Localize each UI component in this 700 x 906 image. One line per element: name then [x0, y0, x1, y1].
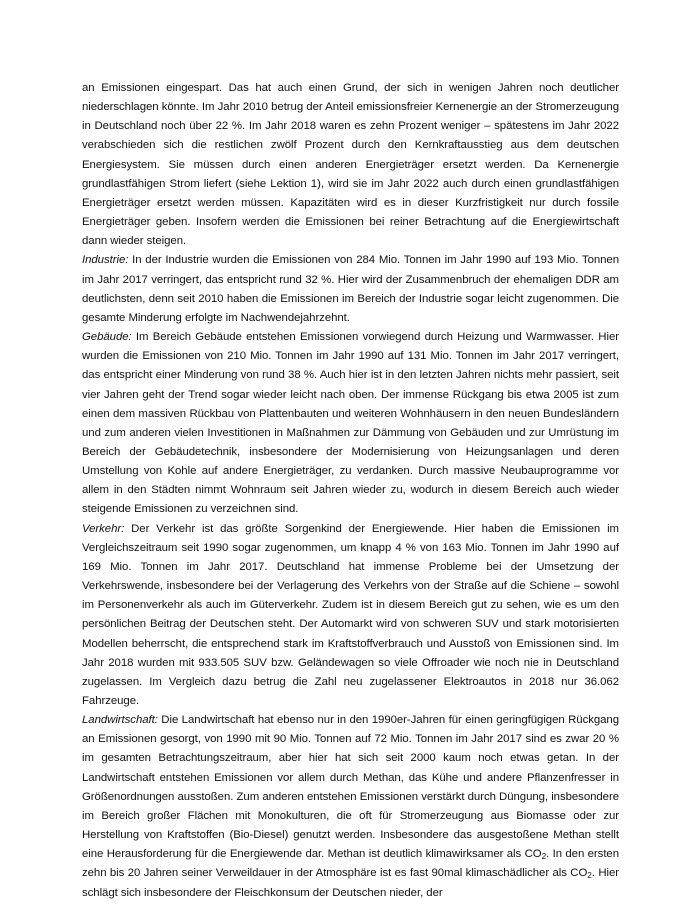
industrie-text: In der Industrie wurden die Emissionen von 284 Mio. Tonnen im Jahr 1990 auf 193 Mio. Tonnen im Jahr 2017 verringert, das entspricht rund 32 %. Hier wird der Zusammenbruch der ehemaligen DDR am deutlichsten, denn seit 2010 haben die Emissionen im Bereich der Industrie sogar leicht zugenommen. Die gesamte Minderung erfolgte im Nachwendejahrzehnt.	[82, 254, 619, 324]
co2-subscript-2: 2	[587, 871, 592, 881]
intro-text: an Emissionen eingespart. Das hat auch einen Grund, der sich in wenigen Jahren noch deutlicher niederschlagen könnte. Im Jahr 2010 betrug der Anteil emissionsfreier Kernenergie an der Stromerzeugung in Deutschland noch über 22 %. Im Jahr 2018 waren es zehn Prozent weniger – spätestens im Jahr 2022 verabschieden sich die restlichen zwölf Prozent durch den Kernkraftausstieg aus dem deutschen Energiesystem. Sie müssen durch einen anderen Energieträger ersetzt werden. Da Kernenergie grundlastfähigen Strom liefert (siehe Lektion 1), wird sie im Jahr 2022 auch durch einen grundlastfähigen Energieträger ersetzt werden müssen. Kapazitäten wird es in dieser Kurzfristigkeit nur durch fossile Energieträger geben. Insofern werden die Emissionen bei reiner Betrachtung auf die Energiewirtschaft dann wieder steigen.	[82, 82, 619, 248]
landwirtschaft-text-3: . Hier schlägt sich insbesondere der Fleischkonsum der Deutschen nieder, der	[82, 867, 619, 899]
gebaeude-text: Im Bereich Gebäude entstehen Emissionen vorwiegend durch Heizung und Warmwasser. Hier wurden die Emissionen von 210 Mio. Tonnen im Jahr 1990 auf 131 Mio. Tonnen im Jahr 2017 verringert, das entspricht einer Minderung von rund 38 %. Auch hier ist in den letzten Jahren nichts mehr passiert, seit vier Jahren geht der Trend sogar wieder leicht nach oben. Der immense Rückgang bis etwa 2005 ist zum einen dem massiven Rückbau von Plattenbauten und weiteren Wohnhäusern in den neuen Bundesländern und zum anderen vielen Investitionen in Maßnahmen zur Dämmung von Gebäuden und zur Umrüstung im Bereich der Gebäudetechnik, insbesondere der Modernisierung von Heizungsanlagen und deren Umstellung von Kohle auf andere Energieträger, zu verdanken. Durch massive Neubauprogramme vor allem in den Städten nimmt Wohnraum seit Jahren wieder zu, wodurch in diesem Bereich auch wieder steigende Emissionen zu verzeichnen sind.	[82, 331, 619, 516]
landwirtschaft-text-1: Die Landwirtschaft hat ebenso nur in den 1990er-Jahren für einen geringfügigen Rückgang an Emissionen gesorgt, von 1990 mit 90 Mio. Tonnen auf 72 Mio. Tonnen im Jahr 2017 sind es zwar 20 % im gesamten Betrachtungszeitraum, aber hier hat sich seit 2000 kaum noch etwas getan. In der Landwirtschaft entstehen Emissionen vor allem durch Methan, das Kühe und andere Pflanzenfresser in Größenordnungen ausstoßen. Zum anderen entstehen Emissionen verstärkt durch Düngung, insbesondere im Bereich großer Flächen mit Monokulturen, die oft für Stromerzeugung aus Biomasse oder zur Herstellung von Kraftstoffen (Bio-Diesel) genutzt werden. Insbesondere das ausgestoßene Methan stellt eine Herausforderung für die Energiewende dar. Methan ist deutlich klimawirksamer als CO	[82, 714, 619, 861]
verkehr-label: Verkehr:	[82, 522, 125, 535]
gebaeude-label: Gebäude:	[82, 331, 132, 344]
paragraph-landwirtschaft	[82, 711, 619, 903]
landwirtschaft-text-2: . In den ersten zehn bis 20 Jahren seiner Verweildauer in der Atmosphäre ist es fast 90mal klimaschädlicher als CO	[82, 848, 619, 880]
landwirtschaft-label: Landwirtschaft:	[82, 714, 158, 727]
paragraph-verkehr	[82, 520, 619, 712]
paragraph-gebaeude	[82, 328, 619, 520]
paragraph-industrie	[82, 251, 619, 328]
verkehr-text: Der Verkehr ist das größte Sorgenkind der Energiewende. Hier haben die Emissionen im Vergleichszeitraum seit 1990 sogar zugenommen, um knapp 4 % von 163 Mio. Tonnen im Jahr 1990 auf 169 Mio. Tonnen im Jahr 2017. Deutschland hat immense Probleme bei der Umsetzung der Verkehrswende, insbesondere bei der Verlagerung des Verkehrs von der Straße auf die Schiene – sowohl im Personenverkehr als auch im Güterverkehr. Zudem ist in diesem Bereich gut zu sehen, wie es um den persönlichen Beitrag der Deutschen steht. Der Automarkt wird von schweren SUV und stark motorisierten Modellen beherrscht, die entsprechend stark im Kraftstoffverbrauch und Ausstoß von Emissionen sind. Im Jahr 2018 wurden mit 933.505 SUV bzw. Geländewagen so viele Offroader wie noch nie in Deutschland zugelassen. Im Vergleich dazu betrug die Zahl neu zugelassener Elektroautos in 2018 nur 36.062 Fahrzeuge.	[82, 522, 619, 707]
co2-subscript-1: 2	[541, 852, 547, 862]
document-page	[82, 79, 619, 903]
industrie-label: Industrie:	[82, 254, 129, 267]
paragraph-intro	[82, 79, 619, 251]
